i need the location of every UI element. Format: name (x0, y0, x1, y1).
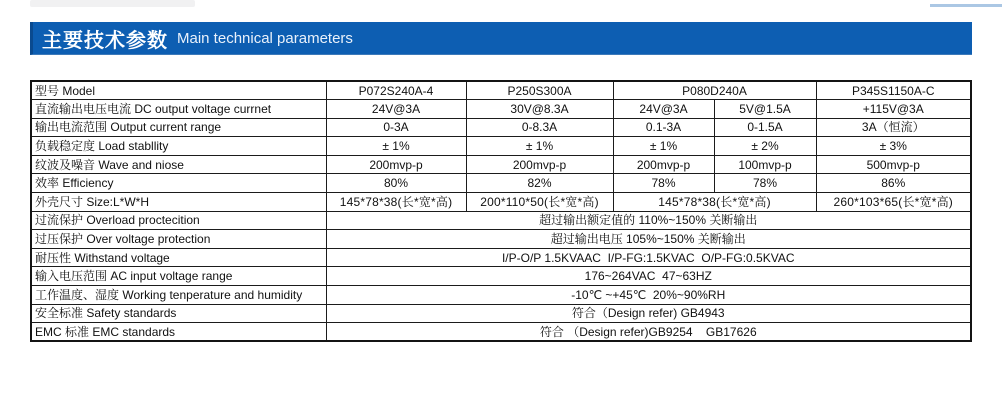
model-cell: P080D240A (613, 81, 816, 100)
row-emc-standards (31, 323, 971, 342)
value-cell: 200mvp-p (613, 155, 714, 174)
value-cell: 30V@8.3A (466, 100, 613, 119)
row-label: 耐压性 Withstand voltage (31, 248, 326, 267)
row-label: 过流保护 Overload proctecition (31, 211, 326, 230)
row-size (31, 193, 971, 212)
row-label: 型号 Model (31, 81, 326, 100)
row-model (31, 81, 971, 100)
row-withstand-voltage (31, 248, 971, 267)
row-safety-standards (31, 304, 971, 323)
row-label: 直流输出电压电流 DC output voltage currnet (31, 100, 326, 119)
row-label: 负载稳定度 Load stabllity (31, 137, 326, 156)
value-cell: 82% (466, 174, 613, 193)
value-cell: +115V@3A (816, 100, 971, 119)
value-cell: 78% (613, 174, 714, 193)
row-label: 输入电压范围 AC input voltage range (31, 267, 326, 286)
size-cell: 145*78*38(长*宽*高) (326, 193, 466, 212)
value-cell: 0-3A (326, 118, 466, 137)
row-label: 安全标准 Safety standards (31, 304, 326, 323)
merged-value-cell: -10℃ ~+45℃ 20%~90%RH (326, 286, 971, 305)
value-cell: 78% (714, 174, 816, 193)
row-efficiency (31, 174, 971, 193)
value-cell: ± 1% (466, 137, 613, 156)
row-working-temp-humidity (31, 286, 971, 305)
row-current-range (31, 118, 971, 137)
value-cell: 80% (326, 174, 466, 193)
value-cell: 200mvp-p (326, 155, 466, 174)
row-label: 输出电流范围 Output current range (31, 118, 326, 137)
merged-value-cell: I/P-O/P 1.5KVAAC I/P-FG:1.5KVAC O/P-FG:0.5KVAC (326, 248, 971, 267)
value-cell: 0.1-3A (613, 118, 714, 137)
row-label: 过压保护 Over voltage protection (31, 230, 326, 249)
model-cell: P072S240A-4 (326, 81, 466, 100)
model-cell: P250S300A (466, 81, 613, 100)
value-cell: ± 3% (816, 137, 971, 156)
section-title-en: Main technical parameters (177, 29, 353, 47)
merged-value-cell: 符合（Design refer) GB4943 (326, 304, 971, 323)
value-cell: 0-8.3A (466, 118, 613, 137)
row-label: 工作温度、湿度 Working tenperature and humidity (31, 286, 326, 305)
row-label: EMC 标准 EMC standards (31, 323, 326, 342)
row-ripple-noise (31, 155, 971, 174)
merged-value-cell: 超过输出额定值的 110%~150% 关断输出 (326, 211, 971, 230)
row-label: 效率 Efficiency (31, 174, 326, 193)
row-ac-input-range (31, 267, 971, 286)
row-label: 外壳尺寸 Size:L*W*H (31, 193, 326, 212)
row-overload-protection (31, 211, 971, 230)
section-title-zh: 主要技术参数 (42, 29, 168, 52)
value-cell: 0-1.5A (714, 118, 816, 137)
scan-artifact-blue-line (930, 4, 1002, 7)
parameters-table-container (30, 80, 972, 342)
value-cell: ± 2% (714, 137, 816, 156)
value-cell: 86% (816, 174, 971, 193)
value-cell: 24V@3A (613, 100, 714, 119)
row-overvoltage-protection (31, 230, 971, 249)
value-cell: ± 1% (613, 137, 714, 156)
value-cell: 100mvp-p (714, 155, 816, 174)
model-cell: P345S1150A-C (816, 81, 971, 100)
value-cell: 5V@1.5A (714, 100, 816, 119)
row-load-stability (31, 137, 971, 156)
size-cell: 200*110*50(长*宽*高) (466, 193, 613, 212)
value-cell: 200mvp-p (466, 155, 613, 174)
size-cell: 260*103*65(长*宽*高) (816, 193, 971, 212)
merged-value-cell: 超过输出电压 105%~150% 关断输出 (326, 230, 971, 249)
value-cell: ± 1% (326, 137, 466, 156)
value-cell: 24V@3A (326, 100, 466, 119)
merged-value-cell: 176~264VAC 47~63HZ (326, 267, 971, 286)
value-cell: 3A（恒流） (816, 118, 971, 137)
section-header-bar (30, 22, 972, 55)
row-label: 纹波及噪音 Wave and niose (31, 155, 326, 174)
scan-artifact-smudge (30, 0, 195, 7)
size-cell: 145*78*38(长*宽*高) (613, 193, 816, 212)
value-cell: 500mvp-p (816, 155, 971, 174)
parameters-table (30, 80, 972, 342)
row-dc-output (31, 100, 971, 119)
merged-value-cell: 符合 （Design refer)GB9254 GB17626 (326, 323, 971, 342)
